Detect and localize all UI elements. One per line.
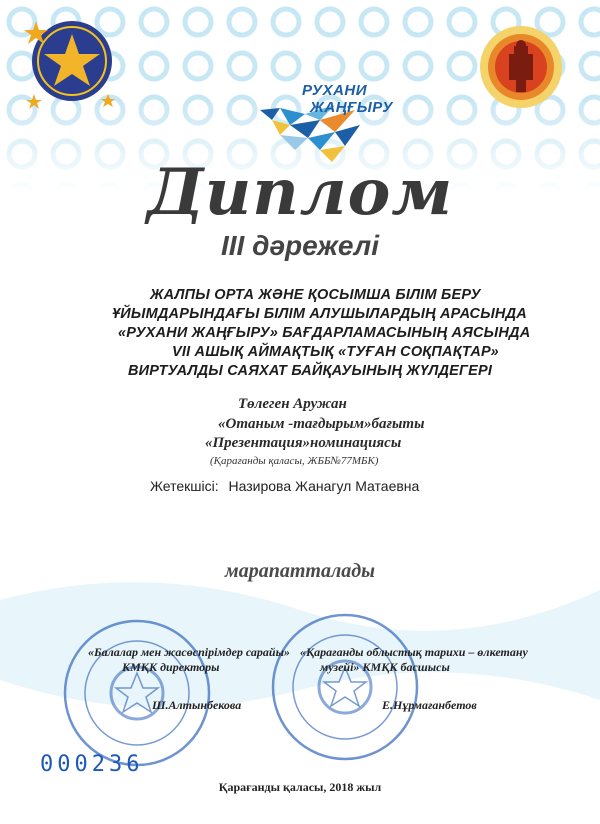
left-signature-block [88, 645, 298, 713]
right-signature-role: музейі» КМҚК басшысы [320, 660, 450, 674]
intro-line-1: ЖАЛПЫ ОРТА ЖӘНЕ ҚОСЫМША БІЛІМ БЕРУ [150, 287, 481, 303]
intro-line-5: ВИРТУАЛДЫ САЯХАТ БАЙҚАУЫНЫҢ ЖҮЛДЕГЕРІ [128, 363, 493, 379]
supervisor-label: Жетекшісі: [150, 478, 219, 494]
museum-medal-icon [478, 24, 564, 110]
recipient-nomination: «Презентация»номинациясы [205, 435, 402, 451]
supervisor-name: Назирова Жанагул Матаевна [228, 478, 420, 494]
diploma-degree: III дәрежелі [220, 230, 380, 261]
intro-line-2: ҰЙЫМДАРЫНДАҒЫ БІЛІМ АЛУШЫЛАРДЫҢ АРАСЫНДА [112, 306, 527, 322]
right-signature-org: «Қарағанды облыстық тарихи – өлкетану [300, 645, 528, 659]
right-signature-name: Е.Нұрмағанбетов [382, 698, 477, 712]
award-text: марапатталады [225, 560, 375, 582]
recipient-direction: «Отаным -тағдырым»бағыты [218, 416, 425, 432]
left-signature-role: КМҚК директоры [122, 660, 220, 674]
logo-text-line-1: РУХАНИ [302, 82, 368, 99]
supervisor-line [150, 478, 425, 494]
intro-line-3: «РУХАНИ ЖАҢҒЫРУ» БАҒДАРЛАМАСЫНЫҢ АЯСЫНДА [118, 325, 531, 341]
diploma-title: Диплом [146, 155, 454, 230]
left-signature-name: Ш.Алтынбекова [152, 698, 242, 712]
intro-line-4: VII АШЫҚ АЙМАҚТЫҚ «ТУҒАН СОҚПАҚТАР» [172, 344, 499, 360]
palace-emblem-icon [22, 6, 122, 126]
recipient-name: Төлеген Аружан [238, 396, 347, 412]
serial-number: 000236 [40, 752, 144, 777]
left-signature-org: «Балалар мен жасөспірімдер сарайы» [88, 645, 290, 659]
logo-text-line-2: ЖАҢҒЫРУ [310, 99, 393, 116]
right-signature-block [300, 645, 560, 713]
logo-text [302, 82, 393, 116]
recipient-school: (Қарағанды қаласы, ЖББ№77МБК) [210, 455, 379, 467]
footer-place-year: Қарағанды қаласы, 2018 жыл [218, 780, 382, 794]
